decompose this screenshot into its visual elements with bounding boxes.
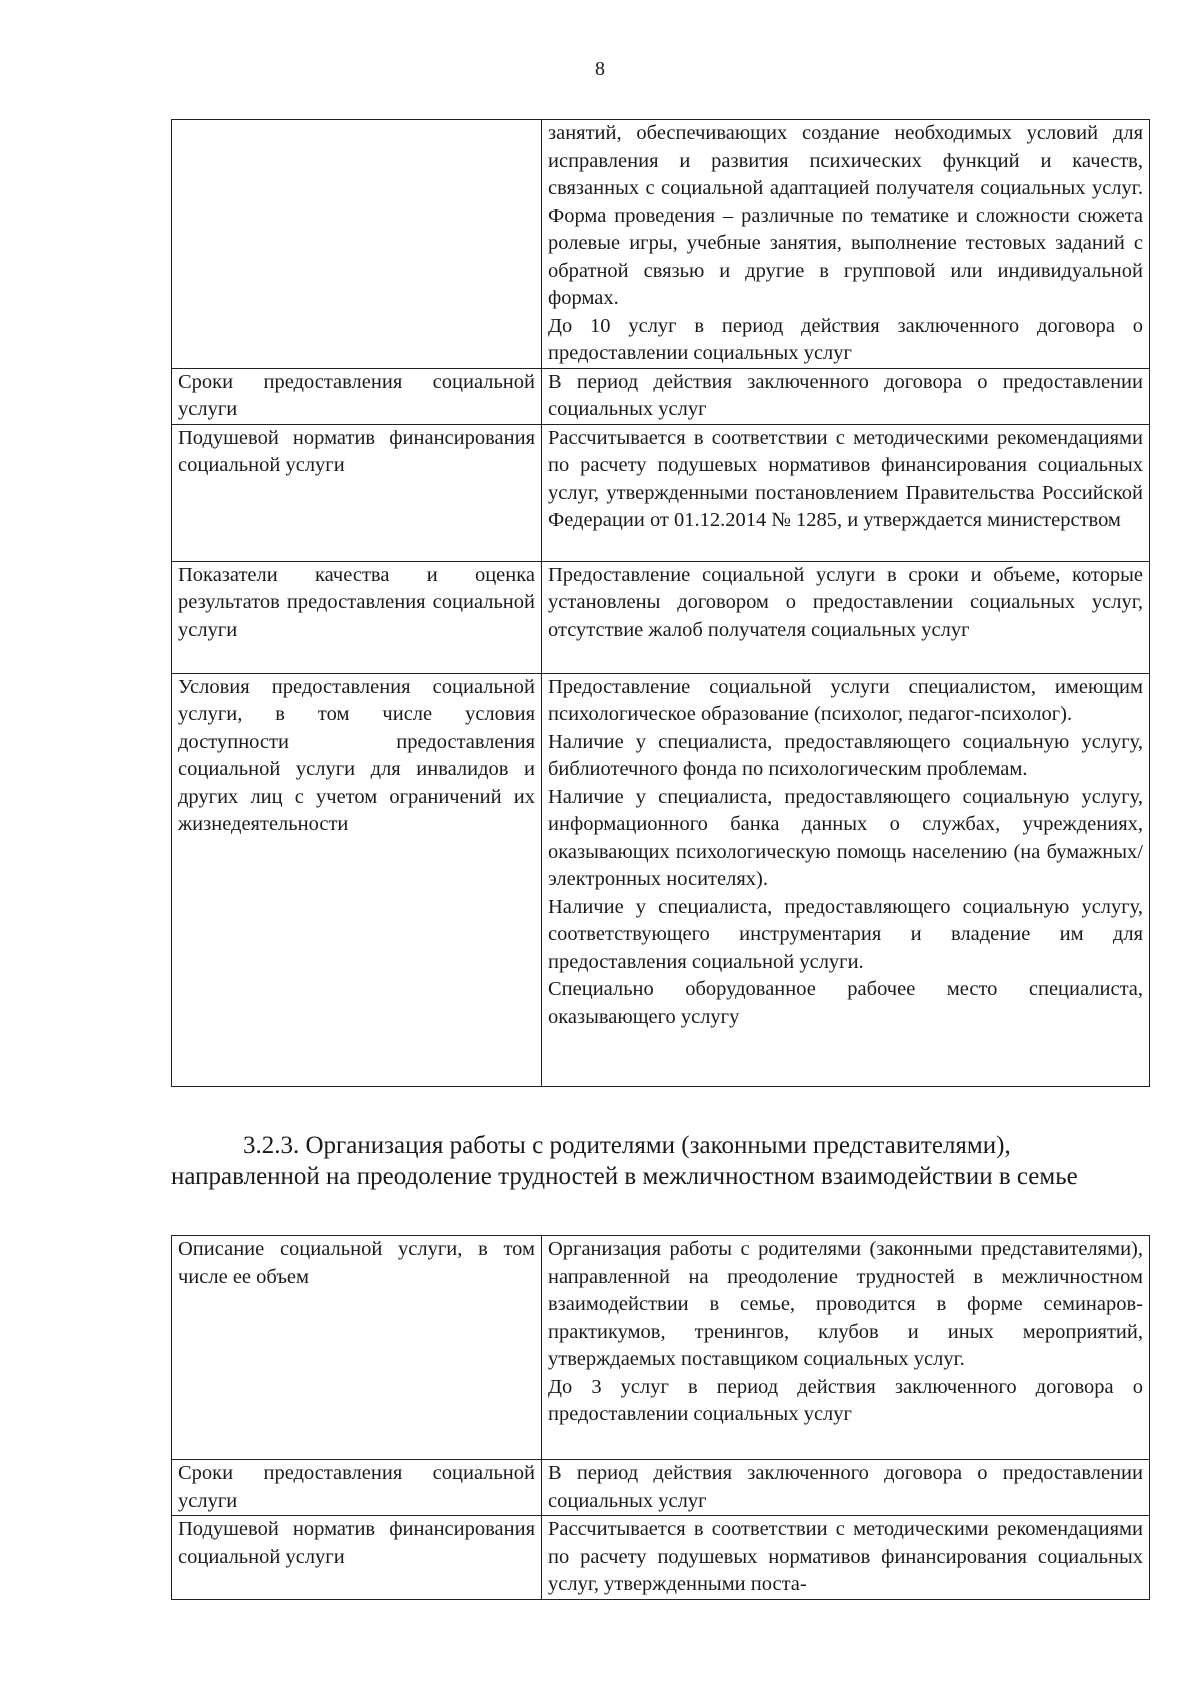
row-label: Сроки предоставления социальной услуги xyxy=(172,1460,542,1516)
row-paragraph: Наличие у специалиста, предоставляющего социальную услугу, библиотечного фонда по психологическим проблемам. xyxy=(548,730,1143,780)
table-row xyxy=(172,1516,1150,1600)
row-paragraph: Предоставление социальной услуги в сроки и объеме, которые установлены договором о предоставлении социальных услуг, отсутствие жалоб получателя социальных услуг xyxy=(548,563,1143,641)
row-value xyxy=(542,424,1150,561)
table-row xyxy=(172,673,1150,1086)
row-label: Подушевой норматив финансирования социальной услуги xyxy=(172,1516,542,1600)
section-heading-line1: 3.2.3. Организация работы с родителями (законными представителями), xyxy=(243,1132,1011,1159)
table-row xyxy=(172,561,1150,673)
row-label: Описание социальной услуги, в том числе ее объем xyxy=(172,1236,542,1460)
row-value xyxy=(542,368,1150,424)
row-paragraph: До 10 услуг в период действия заключенного договора о предоставлении социальных услуг xyxy=(548,314,1143,364)
row-label: Подушевой норматив финансирования социальной услуги xyxy=(172,424,542,561)
row-paragraph: занятий, обеспечивающих создание необходимых условий для исправления и развития психических функций и качеств, связанных с социальной адаптацией получателя социальных услуг. Форма проведения – различные по тематике и сложности сюжета ролевые игры, учебные занятия, выполнение тестовых заданий с обратной связью и другие в групповой или индивидуальной формах. xyxy=(548,122,1143,309)
row-value xyxy=(542,673,1150,1086)
row-paragraph: Рассчитывается в соответствии с методическими рекомендациями по расчету подушевых нормативов финансирования социальных услуг, утвержденными постановлением Правительства Российской Федерации от 01.12.2014 № 1285, и утверждается министерством xyxy=(548,426,1143,531)
table-row xyxy=(172,424,1150,561)
row-value xyxy=(542,120,1150,369)
row-paragraph: До 3 услуг в период действия заключенного договора о предоставлении социальных услуг xyxy=(548,1375,1143,1425)
row-label: Показатели качества и оценка результатов предоставления социальной услуги xyxy=(172,561,542,673)
row-value xyxy=(542,1460,1150,1516)
row-paragraph: Наличие у специалиста, предоставляющего социальную услугу, информационного банка данных о службах, учреждениях, оказывающих психологическую помощь населению (на бумажных/электронных носителях). xyxy=(548,785,1143,890)
row-paragraph: В период действия заключенного договора о предоставлении социальных услуг xyxy=(548,370,1143,420)
row-label xyxy=(172,120,542,369)
row-value xyxy=(542,1516,1150,1600)
row-paragraph: Специально оборудованное рабочее место специалиста, оказывающего услугу xyxy=(548,978,1143,1028)
row-label: Условия предоставления социальной услуги, в том числе условия доступности предоставления социальной услуги для инвалидов и других лиц с учетом ограничений их жизнедеятельности xyxy=(172,673,542,1086)
section-heading-rest: направленной на преодоление трудностей в межличностном взаимодействии в семье xyxy=(171,1163,1078,1190)
page-number: 8 xyxy=(595,58,605,80)
row-paragraph: Наличие у специалиста, предоставляющего социальную услугу, соответствующего инструментария и владение им для предоставления социальной услуги. xyxy=(548,895,1143,973)
service-table-3-2-3 xyxy=(171,1235,1150,1600)
table-row xyxy=(172,1236,1150,1460)
row-paragraph: Рассчитывается в соответствии с методическими рекомендациями по расчету подушевых нормативов финансирования социальных услуг, утвержденными поста- xyxy=(548,1518,1143,1595)
service-table-continued xyxy=(171,119,1150,1087)
row-paragraph: Организация работы с родителями (законными представителями), направленной на преодоление трудностей в межличностном взаимодействии в семье, проводится в форме семинаров-практикумов, тренингов, клубов и иных мероприятий, утверждаемых поставщиком социальных услуг. xyxy=(548,1238,1143,1370)
table-row xyxy=(172,120,1150,369)
row-label: Сроки предоставления социальной услуги xyxy=(172,368,542,424)
section-heading xyxy=(171,1130,1149,1192)
row-paragraph: Предоставление социальной услуги специалистом, имеющим психологическое образование (психолог, педагог-психолог). xyxy=(548,675,1143,725)
table-row xyxy=(172,1460,1150,1516)
row-value xyxy=(542,1236,1150,1460)
table-row xyxy=(172,368,1150,424)
row-value xyxy=(542,561,1150,673)
row-paragraph: В период действия заключенного договора о предоставлении социальных услуг xyxy=(548,1462,1143,1512)
